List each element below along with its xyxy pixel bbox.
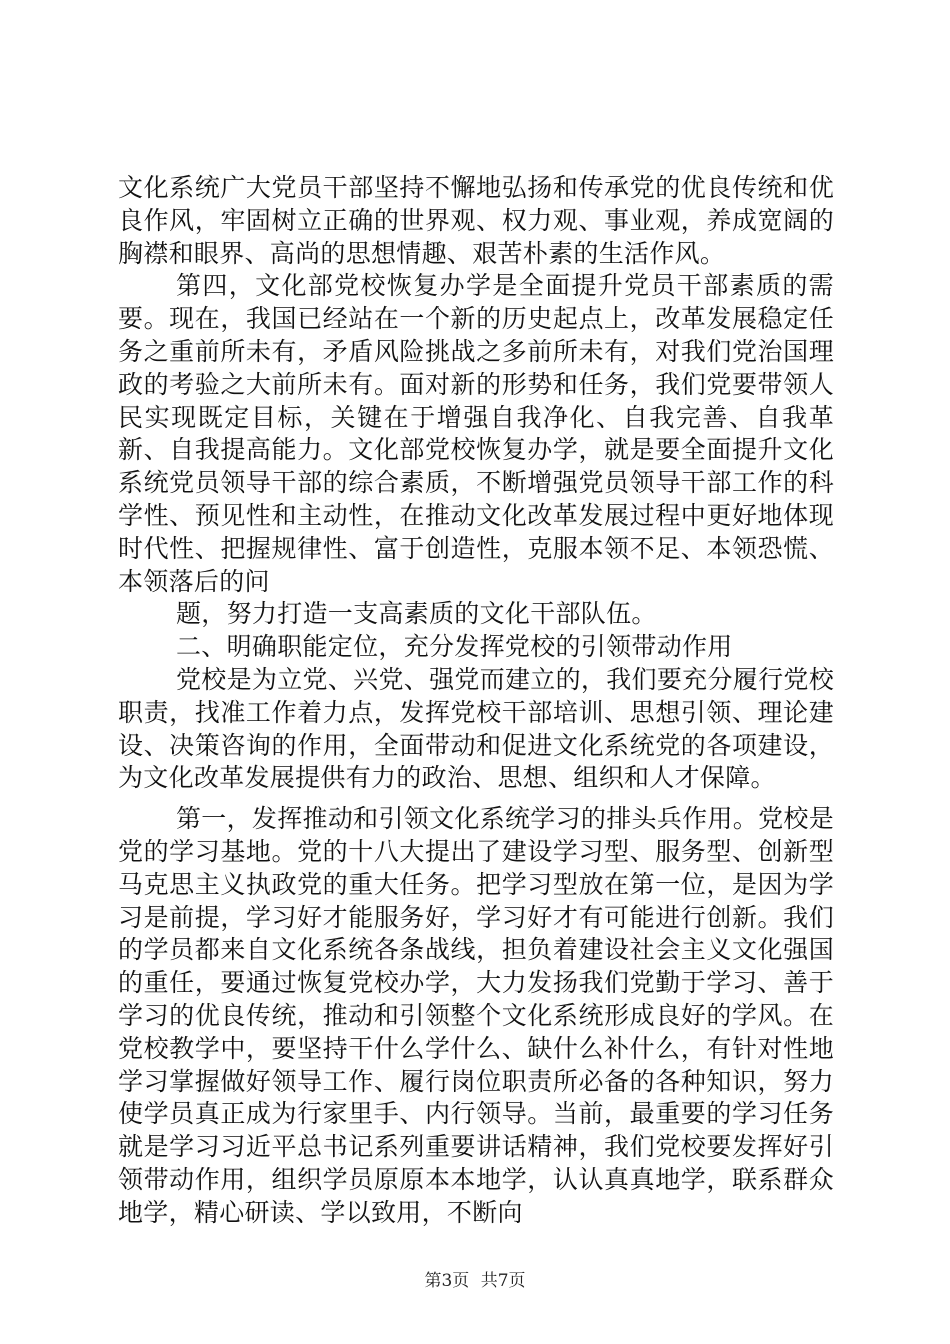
page-number: 第3页 [424, 1271, 470, 1291]
page-footer [0, 1270, 950, 1292]
document-body [118, 172, 834, 1230]
paragraph-party-school-role: 党校是为立党、兴党、强党而建立的，我们要充分履行党校职责，找准工作着力点，发挥党校干部培训、思想引领、理论建设、决策咨询的作用，全面带动和促进文化系统党的各项建设，为文化改革发展提供有力的政治、思想、组织和人才保障。 [118, 664, 834, 793]
page-total: 共7页 [480, 1271, 526, 1291]
paragraph-continuation: 文化系统广大党员干部坚持不懈地弘扬和传承党的优良传统和优良作风，牢固树立正确的世界观、权力观、事业观，养成宽阔的胸襟和眼界、高尚的思想情趣、艰苦朴素的生活作风。 [118, 173, 834, 268]
paragraph-fourth-point: 第四，文化部党校恢复办学是全面提升党员干部素质的需要。现在，我国已经站在一个新的历史起点上，改革发展稳定任务之重前所未有，矛盾风险挑战之多前所未有，对我们党治国理政的考验之大前所未有。面对新的形势和任务，我们党要带领人民实现既定目标，关键在于增强自我净化、自我完善、自我革新、自我提高能力。文化部党校恢复办学，就是要全面提升文化系统党员领导干部的综合素质，不断增强党员领导干部工作的科学性、预见性和主动性，在推动文化改革发展过程中更好地体现时代性、把握规律性、富于创造性，克服本领不足、本领恐慌、本领落后的问 [118, 271, 834, 596]
section-heading: 二、明确职能定位，充分发挥党校的引领带动作用 [176, 632, 733, 662]
paragraph-fourth-point-end: 题，努力打造一支高素质的文化干部队伍。 [176, 599, 657, 629]
paragraph-first-point: 第一，发挥推动和引领文化系统学习的排头兵作用。党校是党的学习基地。党的十八大提出了建设学习型、服务型、创新型马克思主义执政党的重大任务。把学习型放在第一位，是因为学习是前提，学习好才能服务好，学习好才有可能进行创新。我们的学员都来自文化系统各条战线，担负着建设社会主义文化强国的重任，要通过恢复党校办学，大力发扬我们党勤于学习、善于学习的优良传统，推动和引领整个文化系统形成良好的学风。在党校教学中，要坚持干什么学什么、缺什么补什么，有针对性地学习掌握做好领导工作、履行岗位职责所必备的各种知识，努力使学员真正成为行家里手、内行领导。当前，最重要的学习任务就是学习习近平总书记系列重要讲话精神，我们党校要发挥好引领带动作用，组织学员原原本本地学，认认真真地学，联系群众地学，精心研读、学以致用，不断向 [118, 804, 834, 1227]
